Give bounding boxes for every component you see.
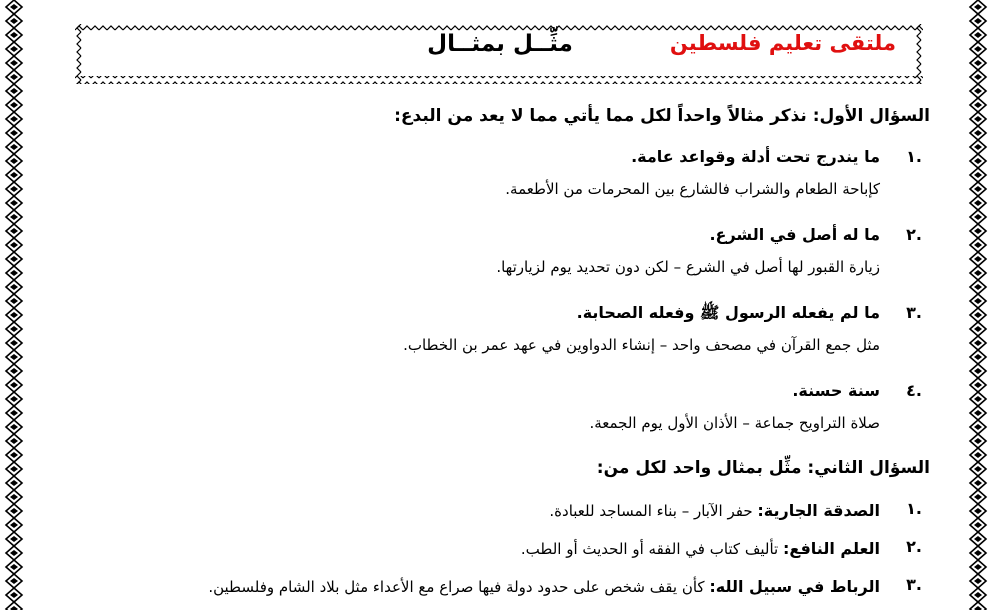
q1-item-3	[60, 296, 930, 360]
item-number: .١	[906, 147, 922, 166]
item-answer: حفر الآبار – بناء المساجد للعبادة.	[549, 502, 753, 520]
item-answer: كإباحة الطعام والشراب فالشارع بين المحرمات من الأطعمة.	[505, 180, 880, 198]
page-title: مثِّــل بمثــال	[427, 31, 573, 57]
item-number: .٣	[906, 575, 922, 594]
question-1-heading: السؤال الأول: نذكر مثالاً واحداً لكل مما يأتي مما لا يعد من البدع:	[394, 106, 930, 126]
right-ornamental-border	[968, 0, 988, 610]
q1-item-4	[60, 374, 930, 438]
item-title: ما يندرج تحت أدلة وقواعد عامة.	[631, 147, 880, 166]
item-answer: صلاة التراويح جماعة – الأذان الأول يوم الجمعة.	[589, 414, 880, 432]
q1-item-1	[60, 140, 930, 204]
question-2-heading: السؤال الثاني: مثِّل بمثال واحد لكل من:	[596, 458, 930, 478]
q2-item-3	[60, 568, 930, 606]
item-title: العلم النافع:	[782, 539, 880, 558]
item-number: .٤	[906, 381, 922, 400]
item-number: .١	[906, 499, 922, 518]
q1-item-2	[60, 218, 930, 282]
item-number: .٢	[906, 537, 922, 556]
left-ornamental-border	[4, 0, 24, 610]
item-title: ما لم يفعله الرسول ﷺ وفعله الصحابة.	[576, 303, 880, 322]
item-title: سنة حسنة.	[792, 381, 880, 400]
q2-item-1	[60, 492, 930, 530]
item-title: الرباط في سبيل الله:	[709, 577, 880, 596]
item-number: .٢	[906, 225, 922, 244]
item-answer: زيارة القبور لها أصل في الشرع – لكن دون تحديد يوم لزيارتها.	[496, 258, 880, 276]
item-answer: مثل جمع القرآن في مصحف واحد – إنشاء الدواوين في عهد عمر بن الخطاب.	[403, 336, 880, 354]
q2-item-2	[60, 530, 930, 568]
item-title: ما له أصل في الشرع.	[709, 225, 880, 244]
item-title: الصدقة الجارية:	[757, 501, 880, 520]
worksheet-content	[60, 100, 930, 606]
item-answer: تأليف كتاب في الفقه أو الحديث أو الطب.	[520, 540, 779, 558]
site-name: ملتقى تعليم فلسطين	[669, 31, 896, 55]
item-number: .٣	[906, 303, 922, 322]
item-answer: كأن يقف شخص على حدود دولة فيها صراع مع الأعداء مثل بلاد الشام وفلسطين.	[208, 578, 705, 596]
